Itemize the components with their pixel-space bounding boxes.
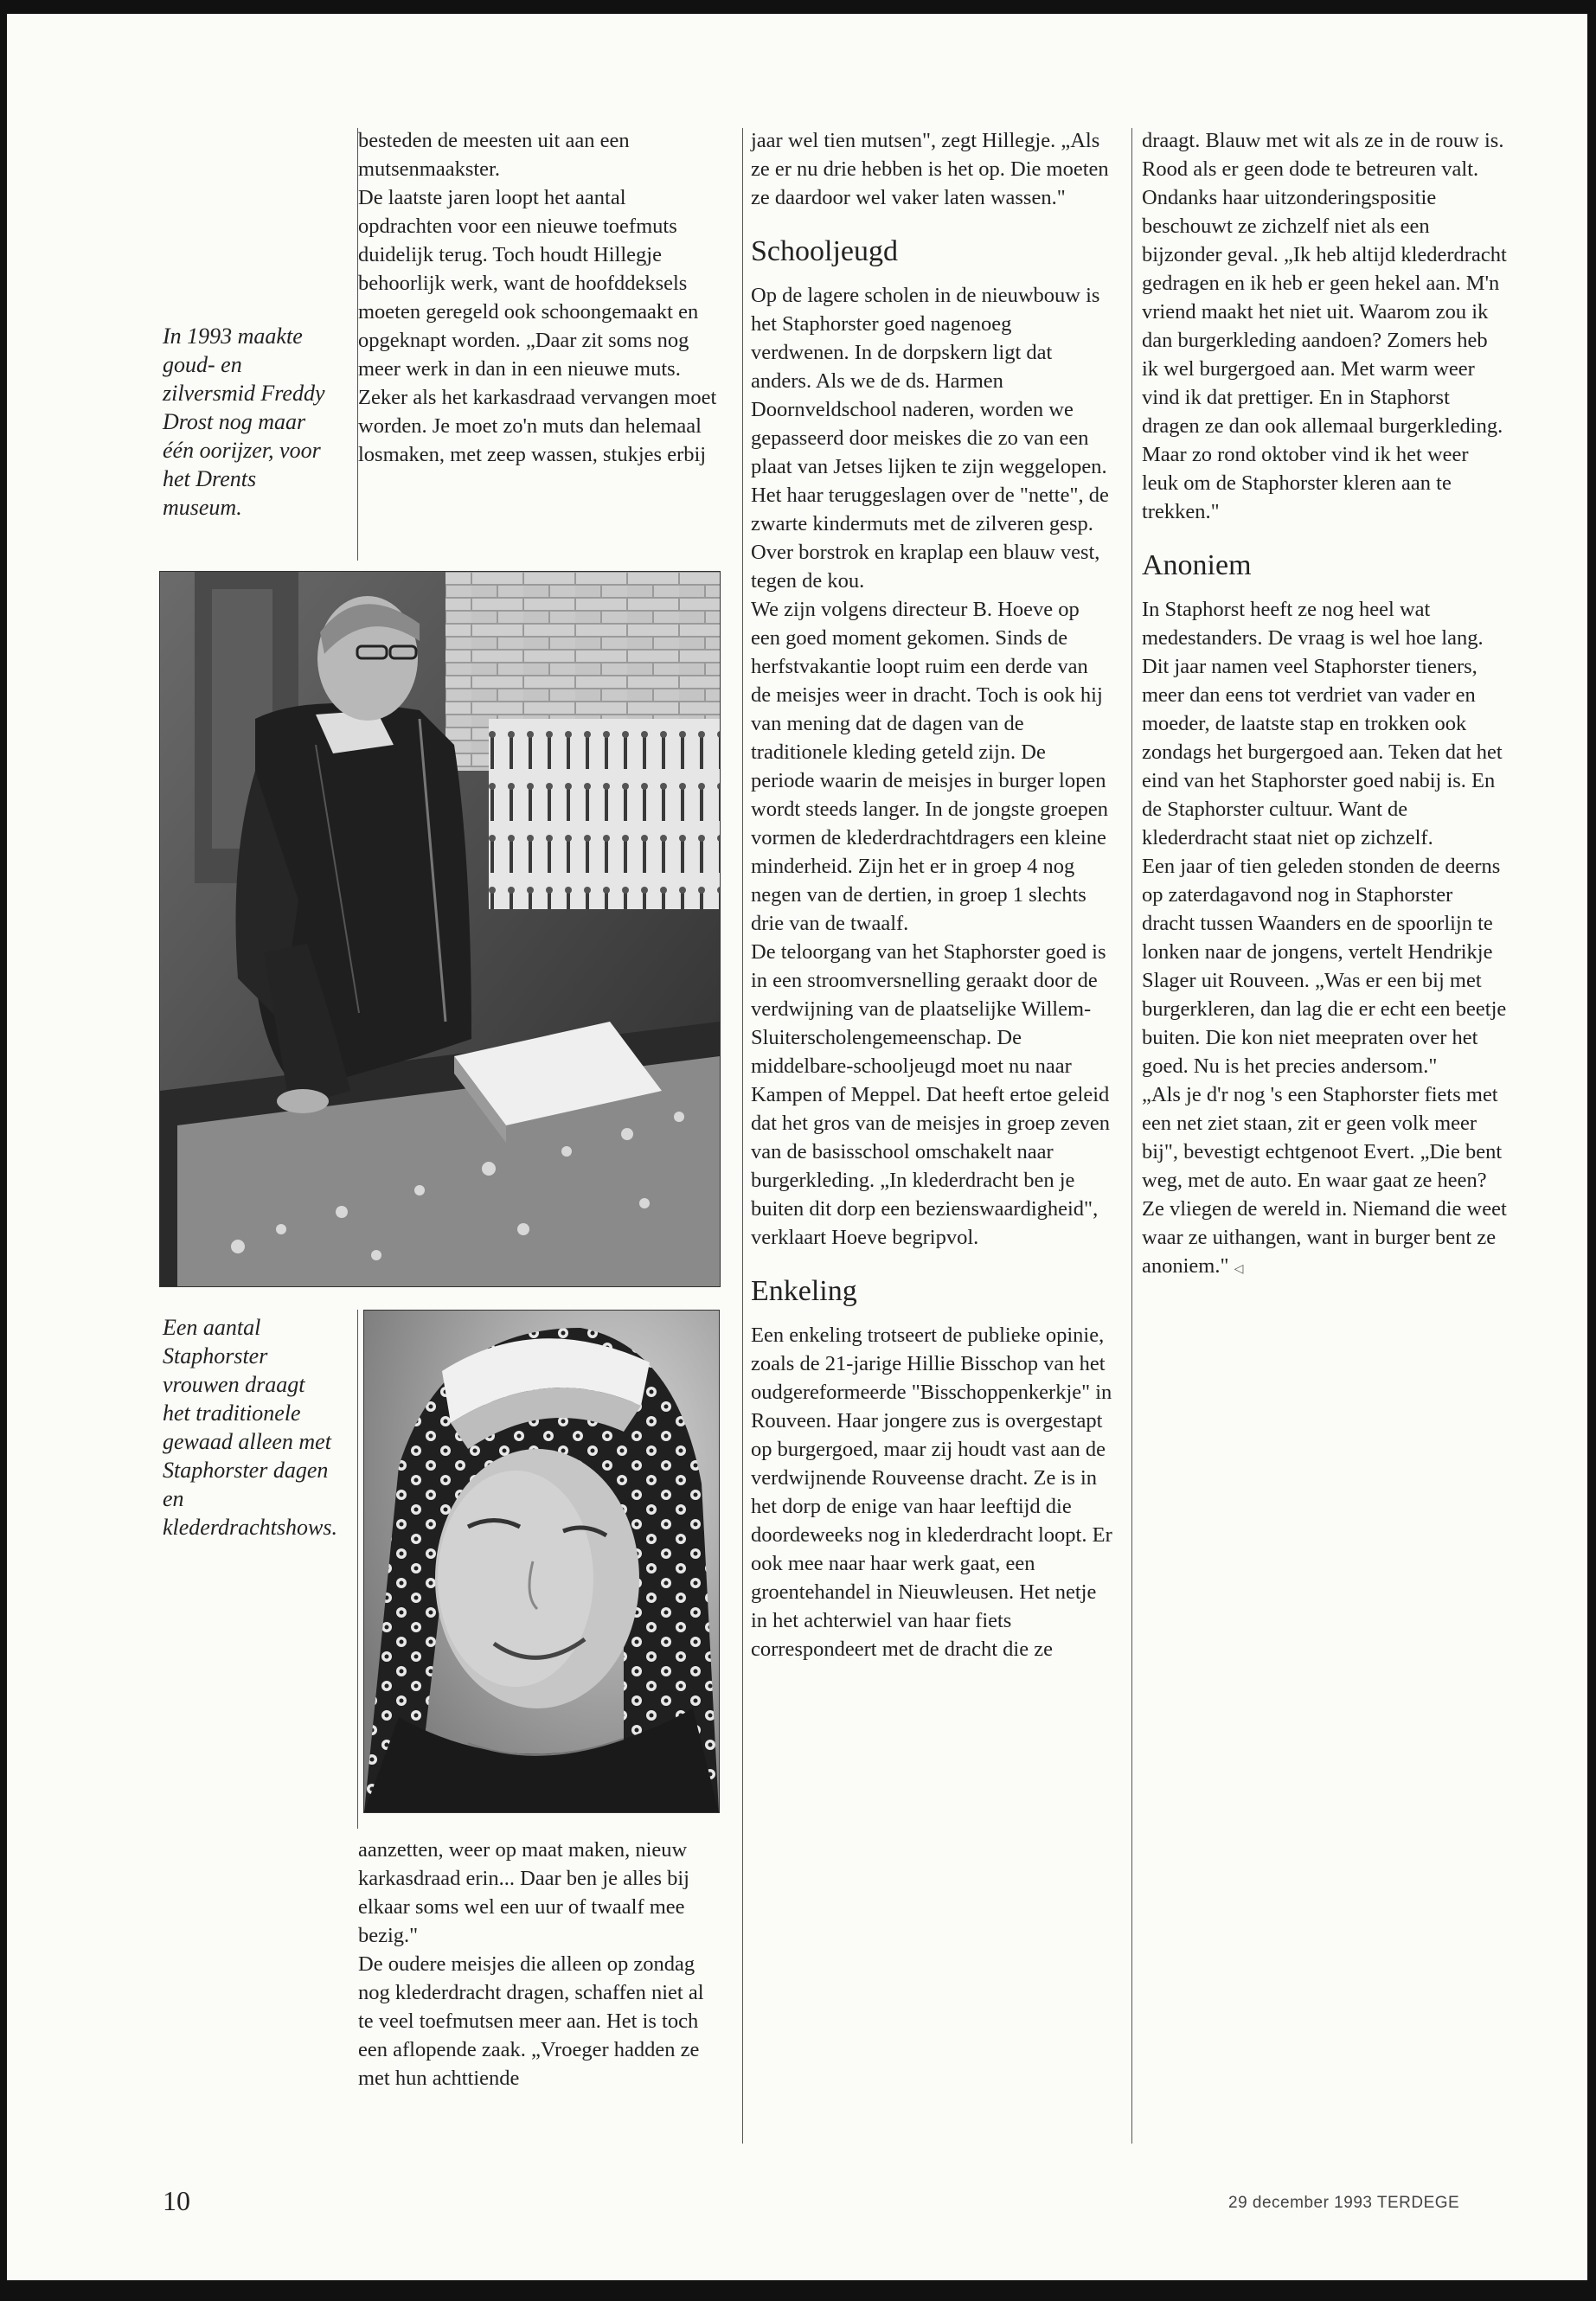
- photo-caption-vrouwen: Een aantal Staphorster vrouwen draagt het traditionele gewaad alleen met Staphorster dagen en klederdrachtshows.: [163, 1315, 337, 1540]
- end-of-article-mark: ◁: [1234, 1262, 1244, 1276]
- magazine-page: [7, 14, 1587, 2280]
- paragraph: draagt. Blauw met wit als ze in de rouw is. Rood als er geen dode te betreuren valt. Ondanks haar uitzonderingspositie beschouwt ze zichzelf niet als een bijzonder geval. „Ik heb altijd klederdracht gedragen en ik heb er geen hekel aan. M'n vriend maakt het niet uit. Waarom zou ik dan burgerkleding aandoen? Zomers heb ik wel burgergoed aan. Met warm weer vind ik dat prettiger. En in Staphorst dragen ze dan ook allemaal burgerkleding. Maar zo rond oktober vind ik het weer leuk om de Staphorster kleren aan te trekken.": [1142, 129, 1507, 523]
- woman-photo-image: [364, 1311, 719, 1812]
- photo-staphorst-woman: [363, 1310, 720, 1813]
- column-divider-3: [1131, 128, 1132, 2144]
- article-column-2: [751, 126, 1112, 1663]
- issue-line: 29 december 1993 TERDEGE: [1228, 2194, 1460, 2212]
- paragraph: De teloorgang van het Staphorster goed is in een stroomversnelling geraakt door de verdwijning van de plaatselijke Willem-Sluiterscholengemeenschap. De middelbare-schooljeugd moet nu naar Kampen of Meppel. Dat heeft ertoe geleid dat het gros van de meisjes in groep zeven van de basisschool omschakelt naar burgerkleding. „In klederdracht ben je buiten dit dorp een bezienswaardigheid", verklaart Hoeve begripvol.: [751, 940, 1111, 1249]
- article-column-3: [1142, 126, 1509, 1284]
- paragraph: We zijn volgens directeur B. Hoeve op een goed moment gekomen. Sinds de herfstvakantie loopt ruim een derde van de meisjes weer in dracht. Toch is ook hij van mening dat de dagen van de traditionele kleding geteld zijn. De periode waarin de meisjes in burger lopen wordt steeds langer. In de jongste groepen vormen de klederdrachtdragers een kleine minderheid. Zijn het er in groep 4 nog negen van de dertien, in groep 1 slechts drie van de twaalf.: [751, 598, 1108, 935]
- paragraph: Een jaar of tien geleden stonden de deerns op zaterdagavond nog in Staphorster dracht tussen Waanders en de spoorlijn te lonken naar de jongens, vertelt Hendrikje Slager uit Rouveen. „Was er een bij met burgerkleren, dan lag die er echt een beetje buiten. Die kon niet meepraten over het goed. Nu is het precies andersom.": [1142, 855, 1507, 1078]
- photo-caption-drost: In 1993 maakte goud- en zilversmid Freddy Drost nog maar één oorijzer, voor het Drents museum.: [163, 324, 325, 520]
- photo-goldsmith: [159, 571, 721, 1287]
- paragraph: De laatste jaren loopt het aantal opdrachten voor een nieuwe toefmuts duidelijk terug. Toch houdt Hillegje behoorlijk werk, want de hoofddeksels moeten geregeld ook schoongemaakt en opgeknapt worden. „Daar zit soms nog meer werk in dan in een nieuwe muts. Zeker als het karkasdraad vervangen moet worden. Je moet zo'n muts dan helemaal losmaken, met zeep wassen, stukjes erbij: [358, 186, 717, 466]
- paragraph: jaar wel tien mutsen", zegt Hillegje. „Als ze er nu drie hebben is het op. Die moeten ze daardoor wel vaker laten wassen.": [751, 129, 1109, 209]
- goldsmith-photo-image: [160, 572, 720, 1286]
- paragraph-text: „Als je d'r nog 's een Staphorster fiets met een net ziet staan, zit er geen volk meer bij", bevestigt echtgenoot Evert. „Die bent weg, met de auto. En waar gaat ze heen? Ze vliegen de wereld in. Niemand die weet waar ze uithangen, want in burger bent ze anoniem.": [1142, 1083, 1507, 1278]
- paragraph: besteden de meesten uit aan een mutsenmaakster.: [358, 129, 630, 181]
- paragraph: In Staphorst heeft ze nog heel wat medestanders. De vraag is wel hoe lang. Dit jaar namen veel Staphorster tieners, meer dan eens tot verdriet van vader en moeder, de laatste stap en trokken ook zondags het burgergoed aan. Teken dat het eind van het Staphorster goed nabij is. En de Staphorster cultuur. Want de klederdracht staat niet op zichzelf.: [1142, 598, 1503, 849]
- section-heading-enkeling: Enkeling: [751, 1275, 857, 1307]
- page-number: 10: [163, 2185, 190, 2216]
- paragraph: Op de lagere scholen in de nieuwbouw is het Staphorster goed nagenoeg verdwenen. In de dorpskern ligt dat anders. Als we de ds. Harmen Doornveldschool naderen, worden we gepasseerd door meiskes die zo van een plaat van Jetses lijken te zijn weggelopen. Het haar teruggeslagen over de "nette", de zwarte kindermuts met de zilveren gesp. Over borstrok en kraplap een blauw vest, tegen de kou.: [751, 284, 1109, 593]
- article-column-1-top: [358, 126, 720, 469]
- paragraph: De oudere meisjes die alleen op zondag nog klederdracht dragen, schaffen niet al te veel toefmutsen meer aan. Het is toch een aflopende zaak. „Vroeger hadden ze met hun achttiende: [358, 1952, 704, 2090]
- paragraph: aanzetten, weer op maat maken, nieuw karkasdraad erin... Daar ben je alles bij elkaar soms wel een uur of twaalf mee bezig.": [358, 1838, 689, 1947]
- section-heading-anoniem: Anoniem: [1142, 549, 1252, 581]
- article-column-1-bottom: [358, 1836, 720, 2093]
- caption-divider-vrouwen: [357, 1310, 358, 1829]
- paragraph: [1142, 1080, 1509, 1284]
- paragraph: Een enkeling trotseert de publieke opinie, zoals de 21-jarige Hillie Bisschop van het oudgereformeerde "Bisschoppenkerkje" in Rouveen. Haar jongere zus is overgestapt op burgergoed, maar zij houdt vast aan de verdwijnende Rouveense dracht. Ze is in het dorp de enige van haar leeftijd die doordeweeks nog in klederdracht loopt. Er ook mee naar haar werk gaat, een groentehandel in Nieuwleusen. Het netje in het achterwiel van haar fiets correspondeert met de dracht die ze: [751, 1324, 1112, 1661]
- section-heading-schooljeugd: Schooljeugd: [751, 235, 898, 267]
- column-divider-2: [742, 128, 743, 2144]
